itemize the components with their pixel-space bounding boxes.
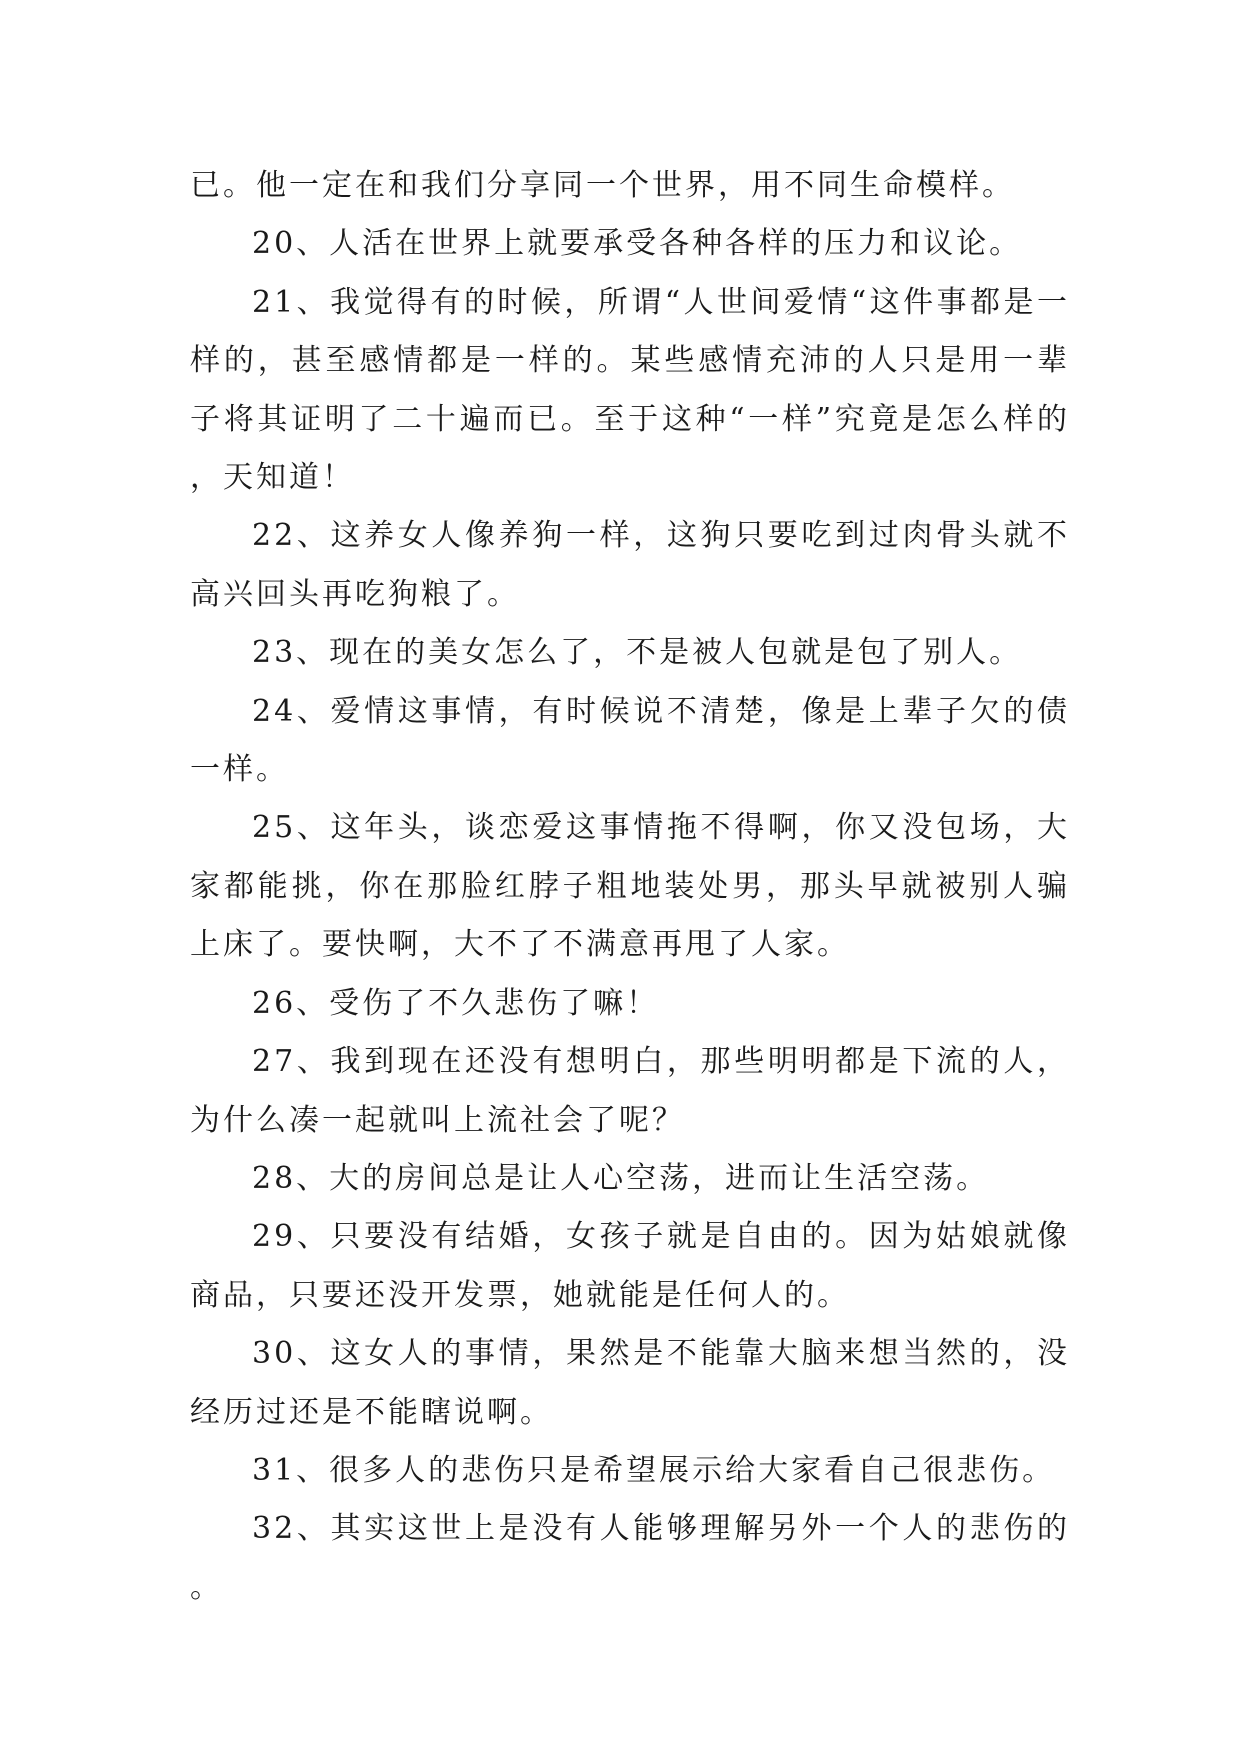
paragraph-item-23: 23、现在的美女怎么了，不是被人包就是包了别人。: [252, 635, 1023, 671]
paragraph-item-22: 22、这养女人像养狗一样，这狗只要吃到过肉骨头就不高兴回头再吃狗粮了。: [190, 518, 1070, 612]
paragraph-item-20: 20、人活在世界上就要承受各种各样的压力和议论。: [252, 226, 1023, 262]
paragraph-item-27: 27、我到现在还没有想明白，那些明明都是下流的人，为什么凑一起就叫上流社会了呢？: [190, 1044, 1070, 1138]
paragraph-item-31: 31、很多人的悲伤只是希望展示给大家看自己很悲伤。: [252, 1452, 1056, 1488]
paragraph-item-25: 25、这年头，谈恋爱这事情拖不得啊，你又没包场，大家都能挑，你在那脸红脖子粗地装处男，那头早就被别人骗上床了。要快啊，大不了不满意再甩了人家。: [190, 810, 1070, 963]
paragraph-item-21: 21、我觉得有的时候，所谓“人世间爱情“这件事都是一样的，甚至感情都是一样的。某些感情充沛的人只是用一辈子将其证明了二十遍而已。至于这种“一样”究竟是怎么样的，天知道！: [190, 284, 1070, 496]
paragraph-item-32: 32、其实这世上是没有人能够理解另外一个人的悲伤的。: [190, 1511, 1070, 1605]
paragraph-item-28: 28、大的房间总是让人心空荡，进而让生活空荡。: [252, 1160, 990, 1196]
paragraph-continuation: 已。他一定在和我们分享同一个世界，用不同生命模样。: [190, 168, 1015, 203]
document-body: [190, 157, 1070, 1617]
paragraph-item-30: 30、这女人的事情，果然是不能靠大脑来想当然的，没经历过还是不能瞎说啊。: [190, 1336, 1070, 1430]
paragraph-item-29: 29、只要没有结婚，女孩子就是自由的。因为姑娘就像商品，只要还没开发票，她就能是任何人的。: [190, 1219, 1070, 1313]
paragraph-item-26: 26、受伤了不久悲伤了嘛！: [252, 985, 660, 1021]
paragraph-item-24: 24、爱情这事情，有时候说不清楚，像是上辈子欠的债一样。: [190, 693, 1070, 788]
